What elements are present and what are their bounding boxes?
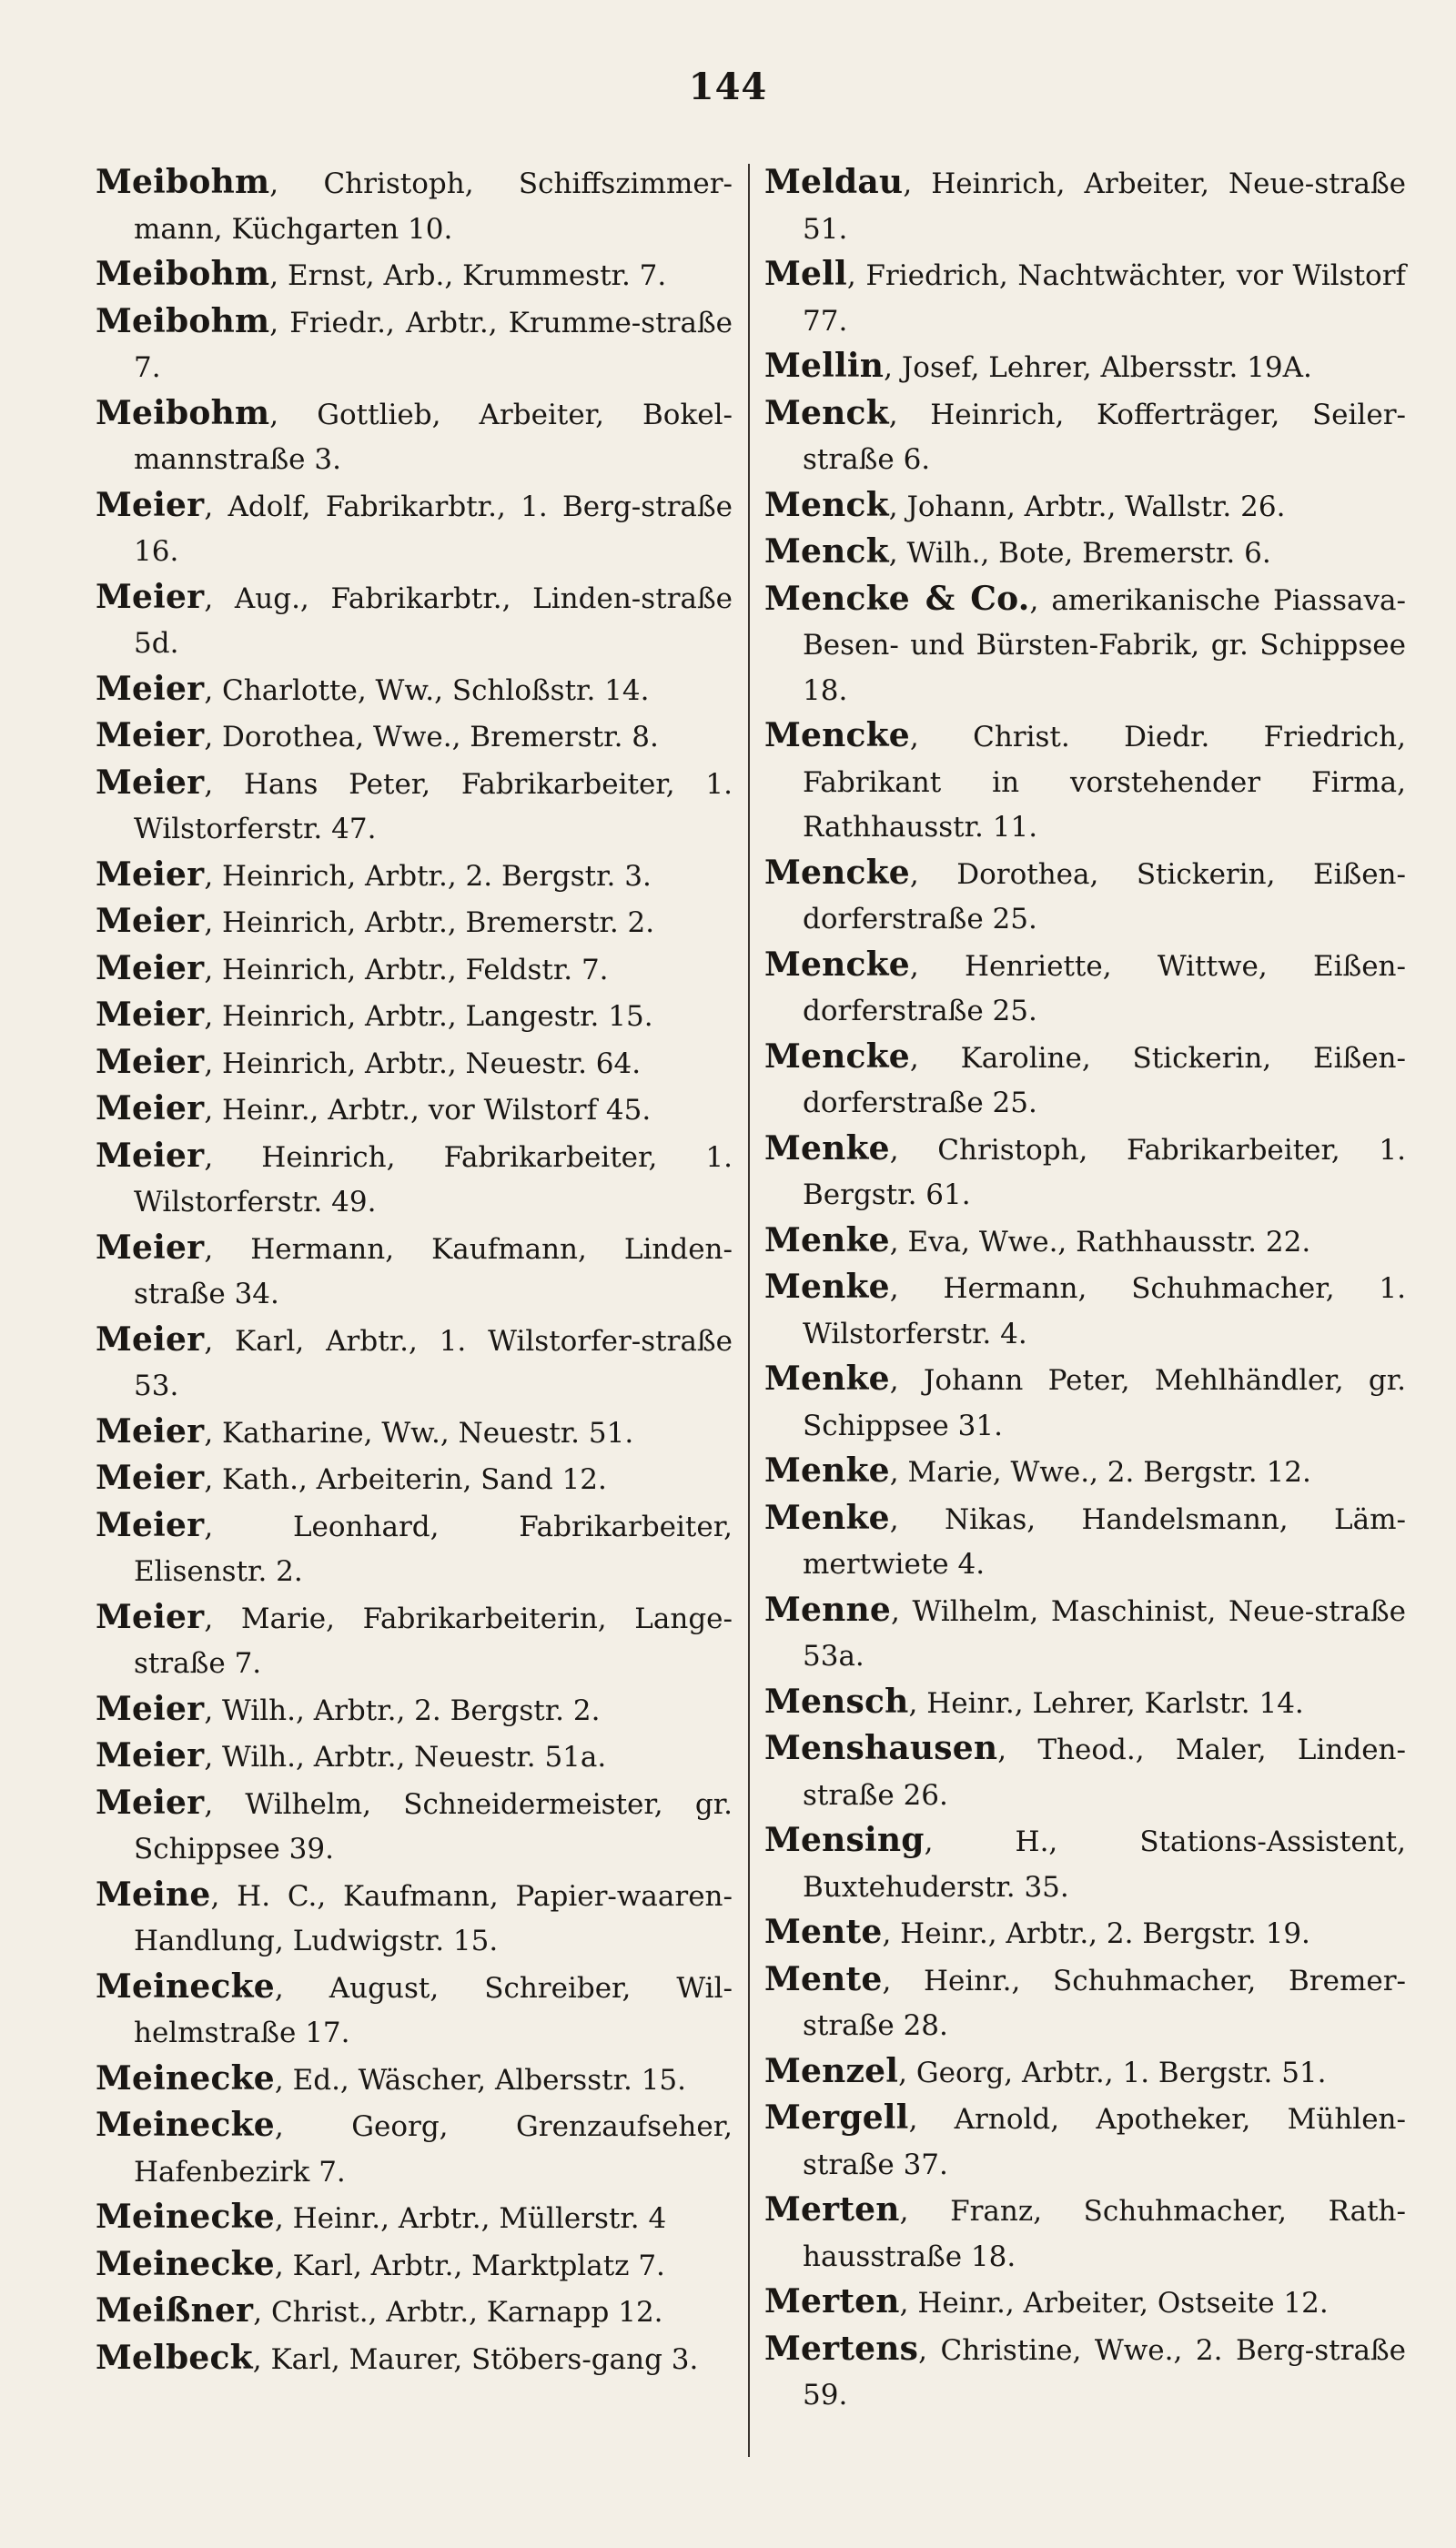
- entry-details: , Kath., Arbeiterin, Sand 12.: [204, 1463, 607, 1496]
- entry-surname: Mensing: [764, 1821, 925, 1859]
- entry-details: , H., Stations-Assistent, Buxtehuderstr. 35.: [803, 1825, 1406, 1904]
- entry-details: , August, Schreiber, Wil-helmstraße 17.: [134, 1971, 733, 2049]
- entry-details: , Hermann, Kaufmann, Linden-straße 34.: [134, 1232, 733, 1310]
- directory-entry: [96, 667, 733, 714]
- entry-details: , Wilh., Bote, Bremerstr. 6.: [888, 537, 1271, 570]
- entry-details: , Georg, Arbtr., 1. Bergstr. 51.: [898, 2056, 1327, 2089]
- entry-details: , Gottlieb, Arbeiter, Bokel-mannstraße 3.: [134, 398, 733, 476]
- directory-entry: [764, 1449, 1406, 1496]
- entry-details: , Eva, Wwe., Rathhausstr. 22.: [889, 1225, 1311, 1259]
- directory-entry: [96, 1318, 733, 1410]
- directory-entry: [96, 1873, 733, 1965]
- entry-details: , Johann Peter, Mehlhändler, gr. Schippsee 31.: [803, 1364, 1406, 1442]
- entry-details: , Christoph, Schiffszimmer-mann, Küchgarten 10.: [134, 167, 733, 246]
- entry-details: , Heinrich, Arbeiter, Neue-straße 51.: [803, 167, 1406, 246]
- entry-details: , Karl, Arbtr., Marktplatz 7.: [274, 2249, 665, 2282]
- entry-details: , Heinr., Arbtr., vor Wilstorf 45.: [204, 1094, 652, 1127]
- entry-surname: Meier: [96, 854, 205, 894]
- entry-details: , Aug., Fabrikarbtr., Linden-straße 5d.: [134, 581, 733, 660]
- entry-surname: Menke: [764, 1451, 890, 1490]
- directory-entry: [764, 2049, 1406, 2097]
- entry-surname: Meier: [96, 1320, 205, 1359]
- entry-details: , Nikas, Handelsmann, Läm-mertwiete 4.: [803, 1502, 1406, 1581]
- directory-entry: [764, 1588, 1406, 1680]
- entry-details: , Hermann, Schuhmacher, 1. Wilstorferstr. 4.: [803, 1272, 1406, 1350]
- directory-entry: [764, 1357, 1406, 1449]
- entry-surname: Meier: [96, 1136, 205, 1175]
- entry-surname: Meier: [96, 1783, 205, 1822]
- directory-entry: [96, 1781, 733, 1873]
- entry-details: , Heinrich, Arbtr., Langestr. 15.: [204, 1000, 653, 1033]
- entry-details: , Heinr., Arbeiter, Ostseite 12.: [899, 2287, 1329, 2320]
- directory-entry: [96, 946, 733, 994]
- entry-details: , Dorothea, Wwe., Bremerstr. 8.: [204, 721, 659, 753]
- directory-entry: [96, 761, 733, 853]
- directory-entry: [764, 577, 1406, 714]
- directory-entry: [764, 1957, 1406, 2049]
- entry-surname: Menke: [764, 1268, 890, 1306]
- directory-entry: [96, 252, 733, 299]
- directory-entry: [764, 2096, 1406, 2188]
- entry-surname: Melbeck: [96, 2338, 253, 2377]
- directory-entry: [764, 391, 1406, 483]
- entry-details: , Heinr., Arbtr., Müllerstr. 4: [274, 2202, 667, 2235]
- directory-entry: [96, 713, 733, 761]
- entry-surname: Meibohm: [96, 393, 270, 432]
- directory-entry: [96, 1595, 733, 1687]
- entry-surname: Mencke & Co.: [764, 579, 1030, 618]
- column-divider: [748, 164, 750, 2457]
- entry-details: , Wilhelm, Maschinist, Neue-straße 53a.: [803, 1594, 1406, 1673]
- entry-details: , Marie, Wwe., 2. Bergstr. 12.: [889, 1456, 1311, 1489]
- directory-entry: [764, 2280, 1406, 2327]
- directory-entry: [764, 252, 1406, 344]
- directory-entry: [764, 1035, 1406, 1127]
- entry-details: , amerikanische Piassava-Besen- und Bürsten-Fabrik, gr. Schippsee 18.: [803, 583, 1406, 707]
- directory-entry: [764, 851, 1406, 943]
- entry-surname: Mencke: [764, 1036, 910, 1076]
- directory-entry: [96, 853, 733, 900]
- entry-surname: Meier: [96, 577, 205, 616]
- entry-surname: Mergell: [764, 2098, 909, 2137]
- entry-surname: Meier: [96, 902, 205, 940]
- entry-surname: Mencke: [764, 853, 910, 892]
- directory-entry: [764, 1265, 1406, 1357]
- entry-surname: Mensch: [764, 1682, 909, 1721]
- entry-surname: Mente: [764, 1959, 883, 1998]
- entry-surname: Menzel: [764, 2051, 899, 2090]
- entry-surname: Menck: [764, 485, 889, 524]
- directory-entry: [96, 1503, 733, 1595]
- directory-entry: [96, 1734, 733, 1781]
- page-number: 144: [688, 66, 768, 108]
- directory-entry: [764, 530, 1406, 577]
- entry-surname: Meibohm: [96, 301, 270, 340]
- entry-surname: Meier: [96, 1411, 205, 1451]
- directory-entry: [96, 483, 733, 575]
- entry-details: , Christ., Arbtr., Karnapp 12.: [253, 2296, 663, 2329]
- entry-details: , Heinr., Schuhmacher, Bremer-straße 28.: [803, 1964, 1406, 2042]
- entry-surname: Meinecke: [96, 2198, 275, 2236]
- entry-surname: Mellin: [764, 347, 885, 385]
- directory-entry: [96, 1410, 733, 1457]
- directory-entry: [764, 483, 1406, 531]
- entry-surname: Meine: [96, 1875, 211, 1914]
- entry-details: , Hans Peter, Fabrikarbeiter, 1. Wilstorferstr. 47.: [134, 767, 733, 845]
- entry-details: , Friedr., Arbtr., Krumme-straße 7.: [134, 306, 733, 384]
- entry-surname: Merten: [764, 2282, 900, 2320]
- entry-surname: Meier: [96, 996, 205, 1034]
- directory-entry: [96, 1226, 733, 1318]
- directory-entry: [764, 1910, 1406, 1957]
- entry-details: , Georg, Grenzaufseher, Hafenbezirk 7.: [134, 2110, 733, 2189]
- directory-entry: [96, 2242, 733, 2290]
- entry-details: , Christoph, Fabrikarbeiter, 1. Bergstr. 61.: [803, 1133, 1406, 1211]
- directory-entry: [764, 1496, 1406, 1588]
- entry-details: , Heinr., Arbtr., 2. Bergstr. 19.: [882, 1917, 1310, 1950]
- entry-surname: Meier: [96, 669, 205, 708]
- entry-surname: Menshausen: [764, 1729, 998, 1767]
- entry-surname: Mencke: [764, 945, 910, 984]
- right-column: [764, 160, 1406, 2419]
- entry-surname: Mell: [764, 255, 847, 293]
- entry-details: , Heinrich, Arbtr., Neuestr. 64.: [204, 1046, 642, 1080]
- directory-entry: [764, 2327, 1406, 2419]
- entry-details: , Karl, Maurer, Stöbers-gang 3.: [252, 2342, 699, 2376]
- entry-surname: Mencke: [764, 716, 910, 754]
- directory-entry: [96, 899, 733, 946]
- entry-details: , Heinrich, Kofferträger, Seiler-straße 6.: [803, 398, 1406, 476]
- entry-details: , Wilh., Arbtr., 2. Bergstr. 2.: [204, 1694, 601, 1727]
- entry-details: , Karl, Arbtr., 1. Wilstorfer-straße 53.: [134, 1324, 733, 1402]
- entry-details: , Dorothea, Stickerin, Eißen-dorferstraße 25.: [803, 857, 1406, 935]
- entry-details: , Adolf, Fabrikarbtr., 1. Berg-straße 16.: [134, 490, 733, 568]
- entry-details: , Wilhelm, Schneidermeister, gr. Schippsee 39.: [134, 1787, 733, 1866]
- entry-details: , Josef, Lehrer, Albersstr. 19A.: [884, 351, 1312, 384]
- entry-details: , Christ. Diedr. Friedrich, Fabrikant in vorstehender Firma, Rathhausstr. 11.: [803, 721, 1406, 844]
- entry-details: , Heinrich, Arbtr., Bremerstr. 2.: [204, 906, 655, 939]
- entry-details: , Wilh., Arbtr., Neuestr. 51a.: [204, 1741, 607, 1774]
- directory-entry: [764, 943, 1406, 1035]
- entry-details: , Marie, Fabrikarbeiterin, Lange-straße 7.: [134, 1602, 733, 1680]
- entry-surname: Meier: [96, 1089, 205, 1127]
- directory-entry: [96, 575, 733, 667]
- directory-entry: [764, 1726, 1406, 1818]
- entry-surname: Meißner: [96, 2291, 254, 2330]
- entry-surname: Meier: [96, 948, 205, 987]
- entry-surname: Meier: [96, 1042, 205, 1081]
- directory-entry: [764, 1818, 1406, 1910]
- directory-entry: [764, 713, 1406, 851]
- entry-details: , Heinrich, Arbtr., Feldstr. 7.: [204, 953, 609, 986]
- entry-details: , Heinrich, Arbtr., 2. Bergstr. 3.: [204, 859, 652, 893]
- directory-entry: [764, 1127, 1406, 1218]
- entry-surname: Menck: [764, 393, 889, 432]
- entry-surname: Menke: [764, 1498, 890, 1537]
- directory-entry: [96, 2195, 733, 2242]
- entry-details: , Johann, Arbtr., Wallstr. 26.: [888, 490, 1286, 523]
- entry-surname: Meinecke: [96, 2058, 275, 2098]
- entry-surname: Meibohm: [96, 163, 270, 201]
- directory-entry: [96, 1087, 733, 1134]
- directory-entry: [96, 2057, 733, 2104]
- entry-surname: Menke: [764, 1360, 890, 1398]
- entry-details: , Karoline, Stickerin, Eißen-dorferstraße 25.: [803, 1041, 1406, 1119]
- entry-surname: Meinecke: [96, 2244, 275, 2283]
- entry-details: , Heinr., Lehrer, Karlstr. 14.: [908, 1686, 1304, 1720]
- entry-surname: Merten: [764, 2190, 900, 2229]
- entry-surname: Meier: [96, 716, 205, 754]
- entry-surname: Meier: [96, 1689, 205, 1728]
- directory-entry: [764, 344, 1406, 391]
- entry-details: , Friedrich, Nachtwächter, vor Wilstorf 77.: [803, 259, 1406, 338]
- directory-entry: [764, 1680, 1406, 1727]
- entry-surname: Mente: [764, 1913, 883, 1951]
- left-column: [96, 160, 733, 2382]
- entry-surname: Meinecke: [96, 1967, 275, 2006]
- directory-entry: [764, 2188, 1406, 2280]
- entry-details: , Charlotte, Ww., Schloßstr. 14.: [204, 673, 650, 707]
- directory-entry: [96, 160, 733, 252]
- entry-surname: Menke: [764, 1220, 890, 1259]
- entry-details: , Ernst, Arb., Krummestr. 7.: [269, 259, 667, 292]
- directory-entry: [96, 1687, 733, 1734]
- entry-surname: Meier: [96, 1228, 205, 1267]
- directory-entry: [96, 2103, 733, 2195]
- directory-entry: [96, 1456, 733, 1503]
- entry-surname: Meier: [96, 1459, 205, 1497]
- entry-details: , Christine, Wwe., 2. Berg-straße 59.: [803, 2333, 1406, 2412]
- entry-surname: Menke: [764, 1128, 890, 1168]
- directory-entry: [96, 1134, 733, 1226]
- entry-details: , Leonhard, Fabrikarbeiter, Elisenstr. 2.: [134, 1510, 733, 1588]
- entry-surname: Mertens: [764, 2329, 919, 2368]
- directory-entry: [96, 993, 733, 1040]
- entry-surname: Meldau: [764, 163, 904, 201]
- entry-details: , Franz, Schuhmacher, Rath-hausstraße 18.: [803, 2195, 1406, 2273]
- entry-details: , Katharine, Ww., Neuestr. 51.: [204, 1416, 634, 1450]
- directory-entry: [764, 1218, 1406, 1266]
- entry-surname: Meier: [96, 1505, 205, 1544]
- entry-details: , Theod., Maler, Linden-straße 26.: [803, 1734, 1406, 1812]
- entry-surname: Meibohm: [96, 255, 270, 293]
- directory-entry: [764, 160, 1406, 252]
- entry-surname: Menne: [764, 1590, 892, 1629]
- entry-surname: Meier: [96, 485, 205, 524]
- entry-details: , Henriette, Wittwe, Eißen-dorferstraße 25.: [803, 949, 1406, 1027]
- entry-surname: Meier: [96, 1736, 205, 1774]
- entry-details: , H. C., Kaufmann, Papier-waaren-Handlung, Ludwigstr. 15.: [134, 1879, 733, 1957]
- entry-surname: Menck: [764, 532, 889, 571]
- entry-details: , Ed., Wäscher, Albersstr. 15.: [274, 2063, 686, 2097]
- directory-entry: [96, 299, 733, 391]
- directory-entry: [96, 2289, 733, 2336]
- directory-entry: [96, 1040, 733, 1087]
- directory-entry: [96, 2336, 733, 2383]
- entry-details: , Arnold, Apotheker, Mühlen-straße 37.: [803, 2103, 1406, 2181]
- entry-surname: Meinecke: [96, 2106, 275, 2144]
- entry-surname: Meier: [96, 1597, 205, 1636]
- directory-entry: [96, 1965, 733, 2057]
- directory-entry: [96, 391, 733, 483]
- entry-surname: Meier: [96, 763, 205, 802]
- entry-details: , Heinrich, Fabrikarbeiter, 1. Wilstorferstr. 49.: [134, 1140, 733, 1218]
